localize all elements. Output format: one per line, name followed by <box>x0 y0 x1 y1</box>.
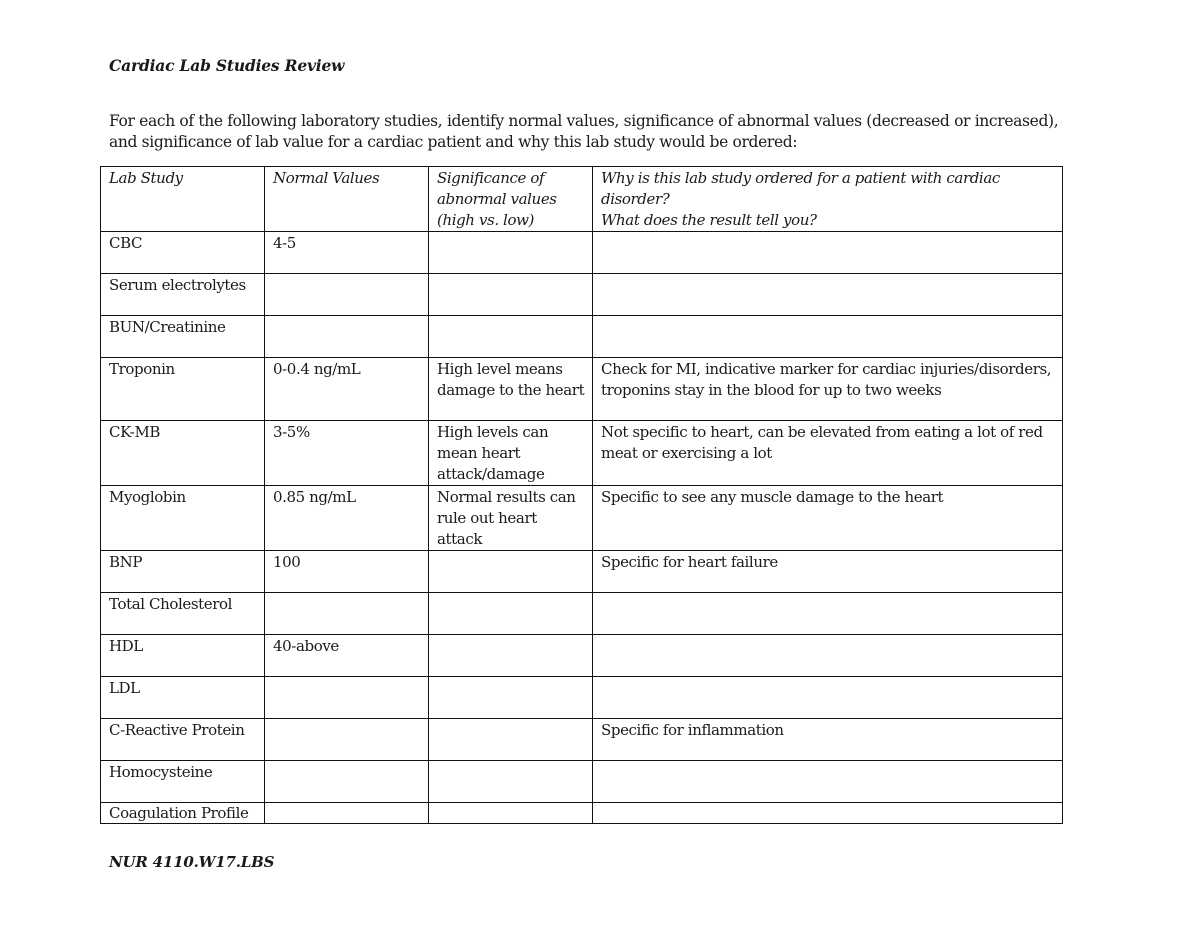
cell-significance <box>429 803 593 824</box>
cell-lab-study: LDL <box>101 677 265 719</box>
cell-lab-study: Myoglobin <box>101 486 265 551</box>
cell-significance <box>429 551 593 593</box>
table-row <box>101 803 1063 824</box>
cell-normal-values <box>265 803 429 824</box>
table-row <box>101 316 1063 358</box>
cell-normal-values <box>265 677 429 719</box>
instructions-paragraph: For each of the following laboratory studies, identify normal values, significance of abnormal values (decreased or increased), and significance of lab value for a cardiac patient and why this lab study would be ordered: <box>109 112 1059 151</box>
table-row <box>101 358 1063 421</box>
lab-studies-table <box>100 166 1063 824</box>
cell-why-ordered <box>593 274 1063 316</box>
cell-why-ordered: Check for MI, indicative marker for cardiac injuries/disorders, troponins stay in the blood for up to two weeks <box>593 358 1063 421</box>
cell-significance <box>429 593 593 635</box>
cell-lab-study: HDL <box>101 635 265 677</box>
document-title: Cardiac Lab Studies Review <box>109 56 345 75</box>
cell-lab-study: Serum electrolytes <box>101 274 265 316</box>
cell-lab-study: Troponin <box>101 358 265 421</box>
cell-lab-study: C-Reactive Protein <box>101 719 265 761</box>
header-why-ordered <box>593 167 1063 232</box>
cell-lab-study: CK-MB <box>101 421 265 486</box>
table-row <box>101 677 1063 719</box>
cell-normal-values <box>265 761 429 803</box>
header-lab-study: Lab Study <box>101 167 265 232</box>
table-row <box>101 635 1063 677</box>
cell-significance <box>429 232 593 274</box>
cell-normal-values: 3-5% <box>265 421 429 486</box>
cell-lab-study: Coagulation Profile <box>101 803 265 824</box>
header-normal-values: Normal Values <box>265 167 429 232</box>
cell-significance <box>429 761 593 803</box>
cell-lab-study: BUN/Creatinine <box>101 316 265 358</box>
cell-normal-values: 4-5 <box>265 232 429 274</box>
cell-normal-values: 100 <box>265 551 429 593</box>
table-row <box>101 232 1063 274</box>
cell-lab-study: Homocysteine <box>101 761 265 803</box>
cell-normal-values: 40-above <box>265 635 429 677</box>
cell-why-ordered <box>593 635 1063 677</box>
cell-why-ordered <box>593 316 1063 358</box>
cell-lab-study: CBC <box>101 232 265 274</box>
cell-normal-values <box>265 719 429 761</box>
header-why-line-2: What does the result tell you? <box>601 211 817 229</box>
cell-why-ordered: Not specific to heart, can be elevated from eating a lot of red meat or exercising a lot <box>593 421 1063 486</box>
table-row <box>101 486 1063 551</box>
cell-normal-values: 0.85 ng/mL <box>265 486 429 551</box>
document-footer-code: NUR 4110.W17.LBS <box>109 853 275 871</box>
cell-lab-study: BNP <box>101 551 265 593</box>
table-row <box>101 593 1063 635</box>
cell-significance <box>429 677 593 719</box>
table-row <box>101 551 1063 593</box>
cell-normal-values: 0-0.4 ng/mL <box>265 358 429 421</box>
cell-normal-values <box>265 593 429 635</box>
cell-why-ordered <box>593 803 1063 824</box>
table-row <box>101 719 1063 761</box>
cell-significance <box>429 274 593 316</box>
cell-why-ordered <box>593 232 1063 274</box>
cell-why-ordered <box>593 677 1063 719</box>
cell-significance: High levels can mean heart attack/damage <box>429 421 593 486</box>
cell-normal-values <box>265 274 429 316</box>
cell-lab-study: Total Cholesterol <box>101 593 265 635</box>
table-header-row <box>101 167 1063 232</box>
cell-significance: High level means damage to the heart <box>429 358 593 421</box>
header-significance: Significance of abnormal values (high vs. low) <box>429 167 593 232</box>
cell-why-ordered <box>593 593 1063 635</box>
table-row <box>101 761 1063 803</box>
cell-significance <box>429 635 593 677</box>
cell-significance: Normal results can rule out heart attack <box>429 486 593 551</box>
cell-significance <box>429 719 593 761</box>
cell-why-ordered <box>593 761 1063 803</box>
cell-significance <box>429 316 593 358</box>
table-row <box>101 421 1063 486</box>
cell-normal-values <box>265 316 429 358</box>
cell-why-ordered: Specific to see any muscle damage to the heart <box>593 486 1063 551</box>
table-row <box>101 274 1063 316</box>
header-why-line-1: Why is this lab study ordered for a patient with cardiac disorder? <box>601 169 1000 208</box>
cell-why-ordered: Specific for heart failure <box>593 551 1063 593</box>
cell-why-ordered: Specific for inflammation <box>593 719 1063 761</box>
